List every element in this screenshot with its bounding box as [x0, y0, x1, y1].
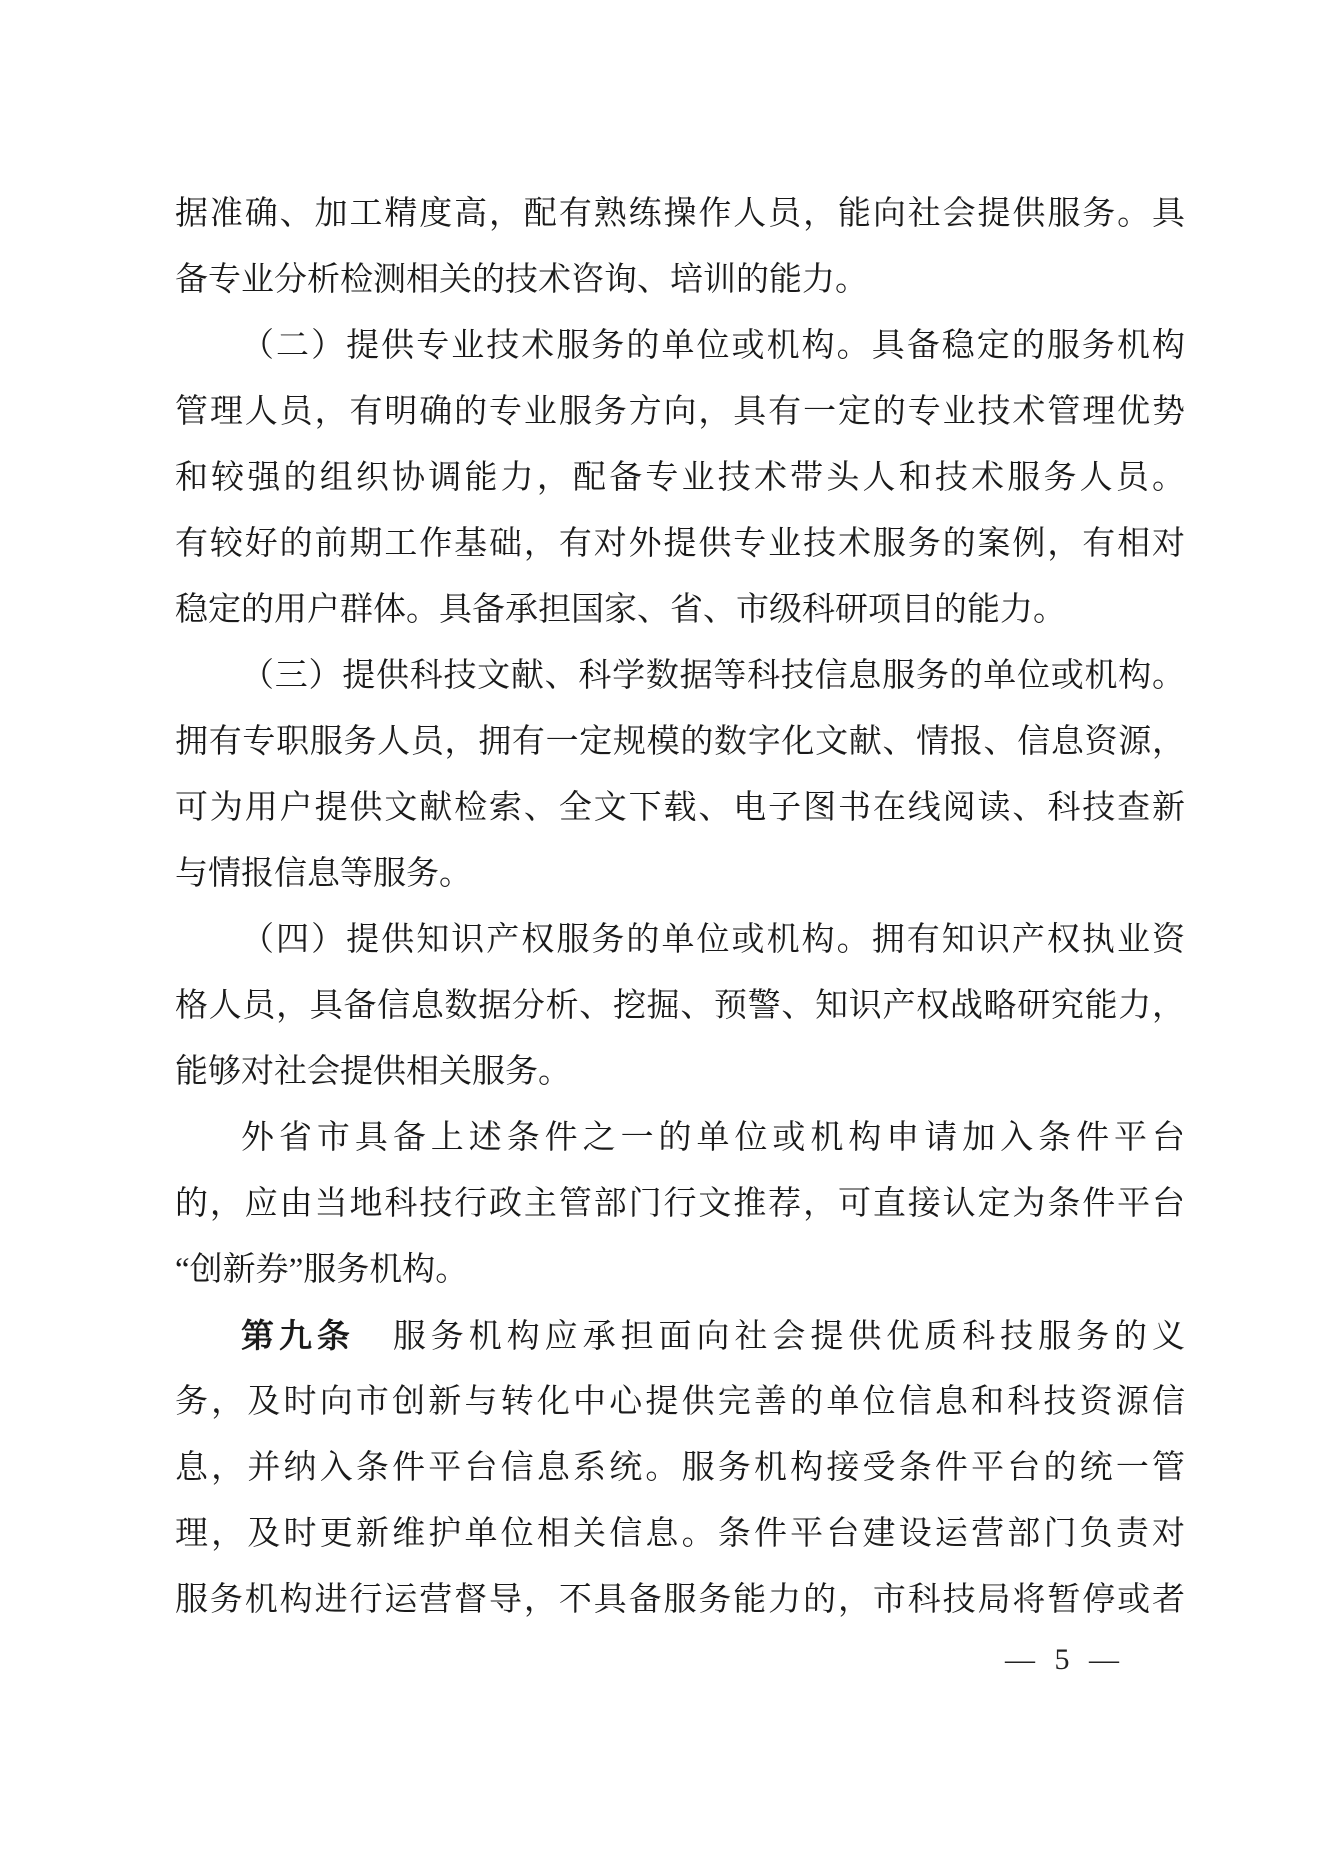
article-number: 第九条 [241, 1317, 355, 1354]
text-line [175, 313, 1185, 379]
text-line [175, 907, 1185, 973]
text-line [175, 511, 1185, 577]
text-line [175, 1303, 1185, 1369]
text-line [175, 841, 1185, 907]
line-text: 可为用户提供文献检索、全文下载、电子图书在线阅读、科技查新 [175, 790, 1185, 826]
line-text: 能够对社会提供相关服务。 [175, 1054, 571, 1090]
document-body [175, 181, 1185, 1633]
line-text: 格人员，具备信息数据分析、挖掘、预警、知识产权战略研究能力， [175, 988, 1185, 1024]
text-line [175, 1171, 1185, 1237]
page-number: — 5 — [1005, 1643, 1119, 1676]
text-line [175, 643, 1185, 709]
line-text: （二）提供专业技术服务的单位或机构。具备稳定的服务机构 [241, 328, 1185, 364]
line-text: 务，及时向市创新与转化中心提供完善的单位信息和科技资源信 [175, 1384, 1185, 1420]
line-text: 与情报信息等服务。 [175, 856, 472, 892]
text-line [175, 1567, 1185, 1633]
text-line [175, 1435, 1185, 1501]
line-text: 管理人员，有明确的专业服务方向，具有一定的专业技术管理优势 [175, 394, 1185, 430]
line-text: （四）提供知识产权服务的单位或机构。拥有知识产权执业资 [241, 922, 1185, 958]
line-text: 的，应由当地科技行政主管部门行文推荐，可直接认定为条件平台 [175, 1186, 1185, 1222]
text-line [175, 445, 1185, 511]
text-line [175, 379, 1185, 445]
text-line [175, 709, 1185, 775]
line-text: 外省市具备上述条件之一的单位或机构申请加入条件平台 [241, 1120, 1185, 1156]
text-line [175, 181, 1185, 247]
text-line [175, 775, 1185, 841]
line-text: 备专业分析检测相关的技术咨询、培训的能力。 [175, 262, 868, 298]
line-text: 和较强的组织协调能力，配备专业技术带头人和技术服务人员。 [175, 460, 1185, 496]
text-line [175, 577, 1185, 643]
line-text: 理，及时更新维护单位相关信息。条件平台建设运营部门负责对 [175, 1516, 1185, 1552]
text-line [175, 1105, 1185, 1171]
text-line [175, 1369, 1185, 1435]
text-line [175, 1237, 1185, 1303]
text-line [175, 973, 1185, 1039]
text-line [175, 1501, 1185, 1567]
text-line [175, 1039, 1185, 1105]
line-text: 服务机构进行运营督导，不具备服务能力的，市科技局将暂停或者 [175, 1582, 1185, 1618]
line-text: （三）提供科技文献、科学数据等科技信息服务的单位或机构。 [241, 658, 1185, 694]
line-text: 拥有专职服务人员，拥有一定规模的数字化文献、情报、信息资源， [175, 724, 1185, 760]
line-text: 有较好的前期工作基础，有对外提供专业技术服务的案例，有相对 [175, 526, 1185, 562]
line-text: 据准确、加工精度高，配有熟练操作人员，能向社会提供服务。具 [175, 196, 1185, 232]
line-text: “创新券”服务机构。 [175, 1252, 469, 1288]
text-line [175, 247, 1185, 313]
line-text: 息，并纳入条件平台信息系统。服务机构接受条件平台的统一管 [175, 1450, 1185, 1486]
line-text: 稳定的用户群体。具备承担国家、省、市级科研项目的能力。 [175, 592, 1066, 628]
line-text: 服务机构应承担面向社会提供优质科技服务的义 [354, 1319, 1185, 1355]
